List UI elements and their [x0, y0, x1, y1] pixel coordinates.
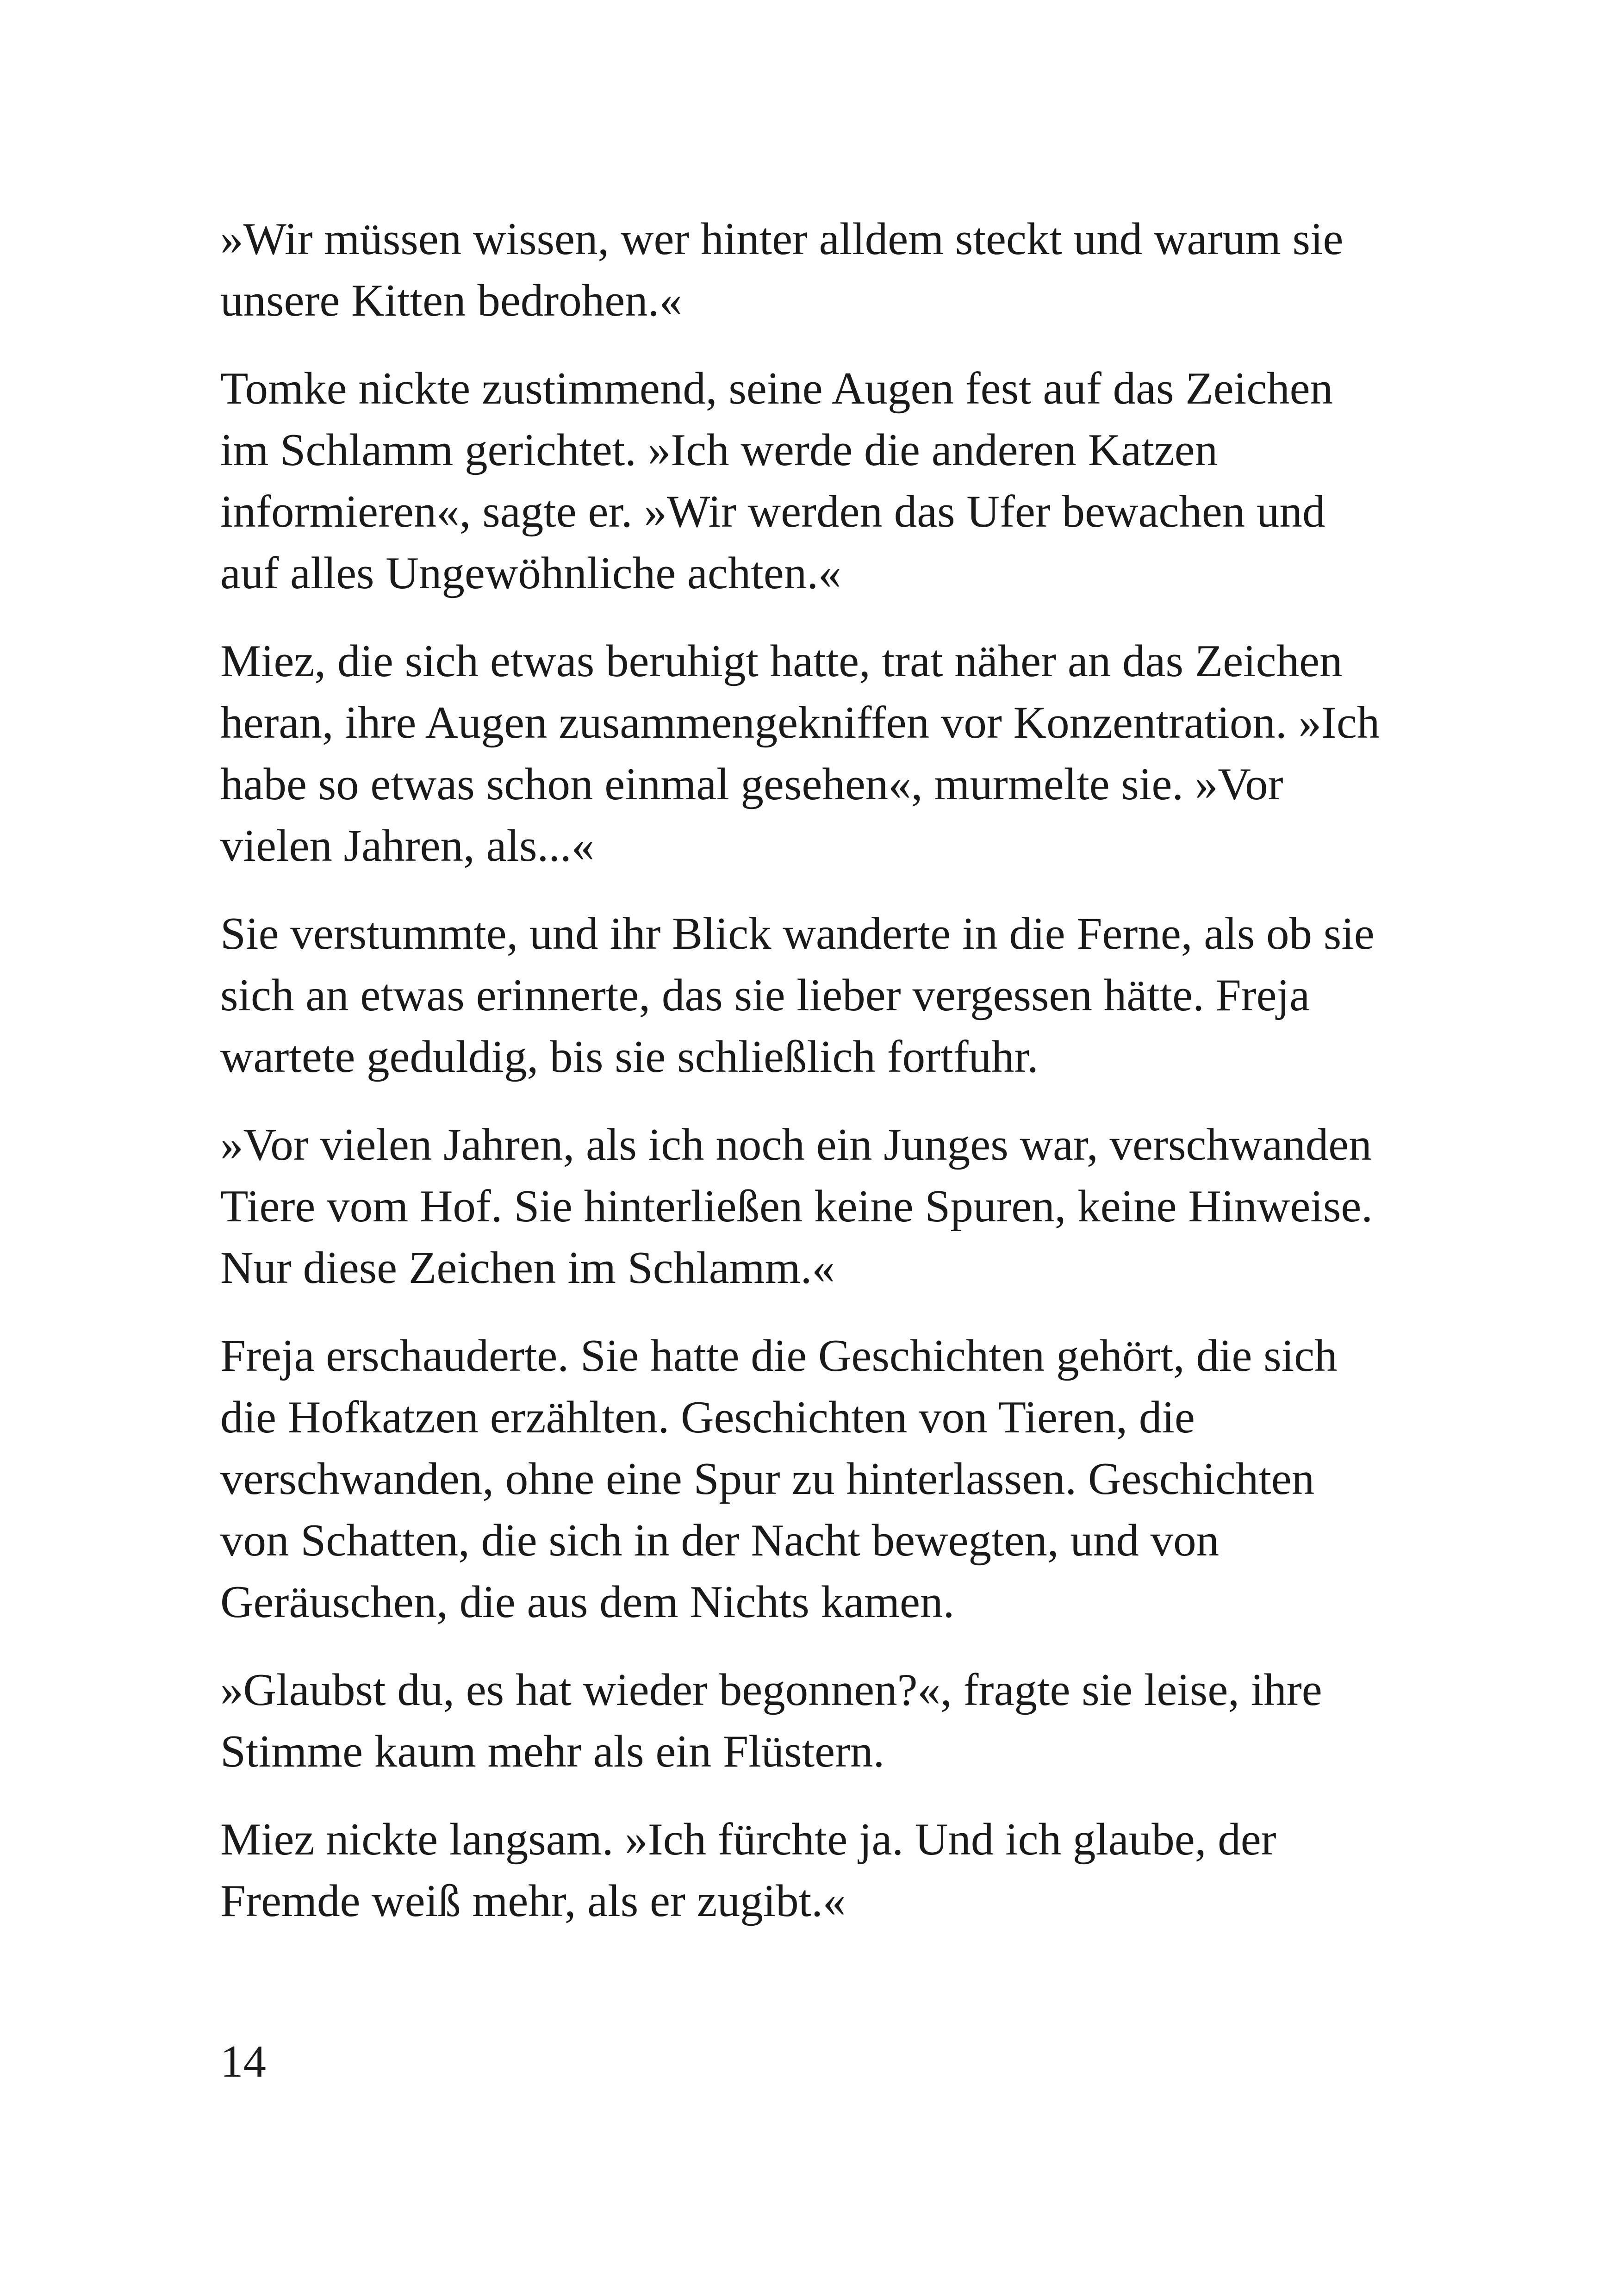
paragraph: »Vor vielen Jahren, als ich noch ein Junges war, verschwanden Tiere vom Hof. Sie hinterließen keine Spuren, keine Hinweise. Nur diese Zeichen im Schlamm.« [220, 1120, 1373, 1293]
paragraph: »Wir müssen wissen, wer hinter alldem steckt und warum sie unsere Kitten bedrohen.« [220, 214, 1344, 326]
page-number: 14 [220, 2036, 266, 2087]
paragraph: Tomke nickte zustimmend, seine Augen fest auf das Zeichen im Schlamm gerichtet. »Ich werde die anderen Katzen informieren«, sagte er. »Wir werden das Ufer bewachen und auf alles Ungewöhnliche achten.« [220, 363, 1333, 598]
paragraph: Miez nickte langsam. »Ich fürchte ja. Und ich glaube, der Fremde weiß mehr, als er zugibt.« [220, 1814, 1276, 1926]
paragraph: Miez, die sich etwas beruhigt hatte, trat näher an das Zeichen heran, ihre Augen zusammengekniffen vor Konzentration. »Ich habe so etwas schon einmal gesehen«, murmelte sie. »Vor vielen Jahren, als...« [220, 636, 1380, 871]
paragraph: »Glaubst du, es hat wieder begonnen?«, fragte sie leise, ihre Stimme kaum mehr als ein Flüstern. [220, 1665, 1322, 1777]
body-text [220, 208, 1419, 1958]
paragraph: Freja erschauderte. Sie hatte die Geschichten gehört, die sich die Hofkatzen erzählten. Geschichten von Tieren, die verschwanden, ohne eine Spur zu hinterlassen. Geschichten von Schatten, die sich in der Nacht bewegten, und von Geräuschen, die aus dem Nichts kamen. [220, 1331, 1338, 1627]
paragraph: Sie verstummte, und ihr Blick wanderte in die Ferne, als ob sie sich an etwas erinnerte, das sie lieber vergessen hätte. Freja wartete geduldig, bis sie schließlich fortfuhr. [220, 908, 1375, 1082]
